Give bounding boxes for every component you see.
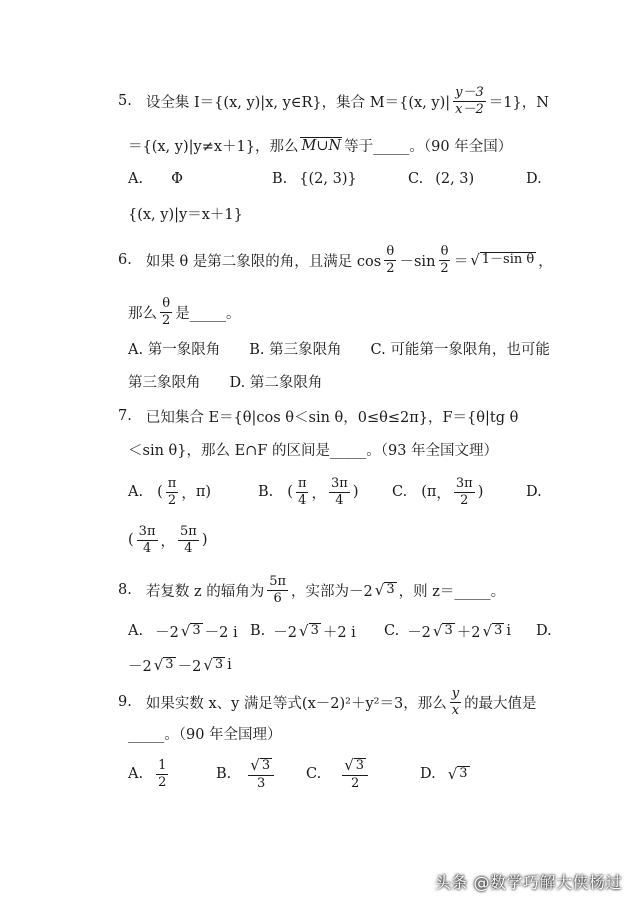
frac-num: 5π bbox=[269, 573, 287, 589]
option-label: A. bbox=[128, 484, 144, 500]
frac-num bbox=[342, 758, 368, 776]
option-label: C. bbox=[408, 171, 424, 187]
frac-den: 4 bbox=[298, 492, 307, 508]
option-value: ＋2 bbox=[456, 624, 481, 641]
frac-den: x bbox=[451, 702, 460, 718]
q7-line2 bbox=[128, 434, 498, 464]
option-label: C. bbox=[392, 484, 408, 500]
q6-text-a: 如果 θ 是第二象限的角，且满足 cos bbox=[145, 253, 382, 270]
option-value: －2 i bbox=[204, 624, 238, 641]
option-value: －2 bbox=[155, 624, 179, 641]
frac-num: y bbox=[451, 685, 460, 701]
q7-option-b: B. ( $\frac{\pi}{4}$ ， $\frac{3\pi}{4}$ ) bbox=[258, 475, 359, 508]
frac-den: 4 bbox=[335, 492, 344, 508]
fraction bbox=[178, 525, 199, 555]
fraction bbox=[248, 758, 274, 791]
sqrt bbox=[181, 623, 203, 638]
sqrt-body: 1－sin θ bbox=[481, 252, 535, 268]
sqrt-radical-icon: √ bbox=[153, 655, 164, 674]
option-label: B. bbox=[216, 766, 232, 782]
fraction bbox=[166, 477, 179, 507]
q6-number: 6. bbox=[118, 252, 132, 268]
q6-line2-b: 是_____。 bbox=[175, 305, 241, 322]
fraction bbox=[156, 759, 168, 789]
q5-frac-num: y－3 bbox=[455, 84, 484, 100]
option-value: ＋2 i bbox=[322, 624, 356, 641]
frac-den: 6 bbox=[273, 590, 282, 606]
sqrt-radical-icon: √ bbox=[482, 621, 493, 640]
option-label: A. bbox=[128, 171, 144, 187]
frac-den: 2 bbox=[162, 312, 171, 328]
q6-frac-1 bbox=[384, 245, 396, 275]
q9-option-a bbox=[128, 752, 171, 796]
q6-options-text: A. 第一象限角 B. 第三象限角 C. 可能第一象限角，也可能 bbox=[128, 341, 550, 358]
q6-line2-a: 那么 bbox=[128, 305, 157, 322]
frac-num: 1 bbox=[158, 757, 167, 773]
q9-number: 9. bbox=[118, 694, 132, 710]
q6-line2 bbox=[128, 292, 241, 332]
option-value: {(x, y)|y＝x＋1} bbox=[128, 206, 243, 223]
q6-comma: ， bbox=[538, 253, 553, 270]
q5-overline: M∪N bbox=[301, 137, 342, 154]
watermark: 头条 @数学巧解大侠杨过 bbox=[434, 873, 622, 892]
q7-text: ＜sin θ}，那么 E∩F 的区间是_____。（93 年全国文理） bbox=[128, 442, 499, 459]
frac-num: θ bbox=[386, 243, 395, 259]
sqrt bbox=[299, 623, 321, 638]
sqrt-body: 3 bbox=[444, 623, 453, 639]
frac-num: π bbox=[167, 475, 177, 491]
option-label: B. bbox=[250, 623, 266, 639]
sqrt-body: 3 bbox=[214, 657, 224, 673]
q8-option-d bbox=[536, 614, 552, 648]
option-value: (2, 3) bbox=[435, 171, 475, 187]
q5-frac-den: x－2 bbox=[455, 101, 484, 117]
sqrt-body: 3 bbox=[355, 757, 365, 773]
q8-text-c: ，则 z＝_____。 bbox=[398, 583, 506, 600]
q6-frac-2 bbox=[438, 245, 450, 275]
frac-num: θ bbox=[440, 243, 449, 259]
sqrt-radical-icon: √ bbox=[250, 756, 260, 774]
frac-num: θ bbox=[162, 295, 171, 311]
frac-den: 4 bbox=[142, 540, 152, 556]
sqrt bbox=[250, 758, 272, 773]
option-value: i bbox=[506, 623, 511, 639]
sqrt-body: 3 bbox=[386, 582, 395, 598]
q6-line1 bbox=[118, 240, 553, 280]
sqrt bbox=[203, 657, 225, 672]
q8-option-c bbox=[384, 614, 511, 648]
sqrt-body: 3 bbox=[310, 623, 319, 639]
frac-num: 3π bbox=[455, 475, 473, 491]
q6-minus-sin: －sin bbox=[399, 253, 436, 270]
q7-text: 已知集合 E＝{θ|cos θ＜sin θ，0≤θ≤2π}，F＝{θ|tg θ bbox=[145, 409, 519, 426]
q5-line1 bbox=[118, 86, 549, 116]
sqrt bbox=[483, 623, 505, 638]
option-value: －2 bbox=[177, 658, 202, 675]
frac-den: 2 bbox=[440, 260, 449, 276]
option-label: D. bbox=[536, 623, 552, 639]
option-value: {(2, 3)} bbox=[299, 171, 357, 187]
q5-option-c bbox=[408, 162, 474, 196]
sqrt bbox=[433, 623, 455, 638]
q5-option-b bbox=[272, 162, 357, 196]
sqrt-radical-icon: √ bbox=[374, 580, 385, 599]
sqrt-radical-icon: √ bbox=[180, 621, 191, 640]
sqrt-radical-icon: √ bbox=[432, 621, 443, 640]
q9-fraction bbox=[450, 687, 461, 717]
q6-equals: ＝ bbox=[453, 253, 469, 270]
frac-den: 2 bbox=[350, 775, 360, 791]
option-label: B. bbox=[272, 171, 288, 187]
q9-option-d bbox=[420, 752, 472, 796]
frac-num: 5π bbox=[180, 523, 197, 539]
q8-text-a: 若复数 z 的辐角为 bbox=[145, 583, 265, 600]
sqrt-radical-icon: √ bbox=[299, 621, 309, 640]
option-value: －2 bbox=[407, 624, 431, 641]
frac-den: 4 bbox=[184, 540, 193, 556]
q7-option-c: C. ( π ， $\frac{3\pi}{2}$ ) bbox=[392, 475, 484, 508]
option-value: π bbox=[426, 484, 437, 500]
option-label: D. bbox=[526, 484, 542, 500]
fraction bbox=[342, 758, 368, 791]
q8-option-d-wrap bbox=[128, 648, 232, 682]
q6-options-line1 bbox=[128, 333, 550, 363]
sqrt-body: 3 bbox=[494, 623, 503, 639]
q7-option-d-wrap: ( $\frac{3\pi}{4}$ ， $\frac{5\pi}{4}$ ) bbox=[128, 523, 208, 556]
q9-option-c bbox=[306, 752, 371, 796]
q5-option-d bbox=[526, 162, 542, 196]
q5-line2-a: ＝{(x, y)|y≠x＋1}，那么 bbox=[128, 138, 299, 155]
q5-text-b: ＝1}，N bbox=[488, 94, 549, 111]
frac-num: 3π bbox=[138, 523, 156, 539]
frac-num: π bbox=[297, 475, 307, 491]
sqrt-radical-icon: √ bbox=[447, 764, 458, 783]
q5-number: 5. bbox=[118, 93, 132, 109]
q8-line1 bbox=[118, 570, 505, 610]
frac-num bbox=[248, 758, 274, 776]
option-value: －2 bbox=[273, 624, 297, 641]
q5-option-d-wrap bbox=[128, 198, 243, 228]
sqrt bbox=[344, 758, 366, 773]
frac-den: 2 bbox=[460, 492, 469, 508]
sqrt bbox=[448, 766, 470, 781]
q6-sqrt bbox=[470, 252, 536, 267]
fraction bbox=[454, 477, 475, 507]
frac-den: 2 bbox=[167, 492, 177, 508]
q9-text-b: 的最大值是 bbox=[464, 695, 537, 712]
q7-number: 7. bbox=[118, 408, 132, 424]
q6-options-text: 第三象限角 D. 第二象限角 bbox=[128, 374, 323, 391]
q7-option-a: A. ( $\frac{\pi}{2}$ ， π ) bbox=[128, 475, 212, 508]
q5-fraction bbox=[453, 86, 486, 116]
option-label: D. bbox=[526, 171, 542, 187]
q5-text-a: 设全集 I＝{(x, y)|x, y∈R}，集合 M＝{(x, y)| bbox=[145, 94, 451, 111]
q8-text-b: ，实部为－2 bbox=[291, 583, 373, 600]
option-label: B. bbox=[258, 484, 274, 500]
option-label: C. bbox=[384, 623, 400, 639]
option-value: i bbox=[227, 657, 232, 673]
q8-sqrt bbox=[375, 582, 397, 597]
q6-options-line2 bbox=[128, 366, 322, 396]
q8-option-a bbox=[128, 614, 238, 648]
sqrt-radical-icon: √ bbox=[203, 655, 213, 674]
sqrt-body: 3 bbox=[165, 657, 174, 673]
q5-line2-b: 等于_____。（90 年全国） bbox=[344, 138, 513, 155]
q9-line2-text: _____。（90 年全国理） bbox=[128, 726, 282, 743]
frac-num: 3π bbox=[330, 475, 348, 491]
option-label: D. bbox=[420, 766, 436, 782]
q5-line2 bbox=[128, 130, 512, 160]
option-label: A. bbox=[128, 766, 144, 782]
q8-fraction bbox=[267, 575, 288, 605]
fraction bbox=[329, 477, 350, 507]
option-value: －2 bbox=[128, 658, 152, 675]
frac-den: 3 bbox=[257, 775, 266, 791]
sqrt-radical-icon: √ bbox=[470, 250, 480, 269]
q7-option-d bbox=[526, 472, 542, 512]
sqrt-body: 3 bbox=[192, 623, 201, 639]
q9-text-a: 如果实数 x、y 满足等式(x－2)²＋y²＝3，那么 bbox=[145, 695, 447, 712]
q5-option-a bbox=[128, 162, 183, 196]
q9-line1 bbox=[118, 682, 537, 722]
option-value: π bbox=[195, 484, 206, 500]
option-label: A. bbox=[128, 623, 144, 639]
sqrt bbox=[154, 657, 176, 672]
q9-option-b bbox=[216, 752, 277, 796]
q9-line2 bbox=[128, 718, 282, 748]
fraction bbox=[296, 477, 309, 507]
sqrt-body: 3 bbox=[261, 757, 271, 773]
option-value: Φ bbox=[171, 171, 183, 187]
fraction bbox=[137, 525, 158, 555]
q6-frac-3 bbox=[160, 297, 172, 327]
frac-den: 2 bbox=[158, 774, 167, 790]
q7-line1 bbox=[118, 401, 518, 431]
q8-number: 8. bbox=[118, 582, 132, 598]
sqrt-radical-icon: √ bbox=[344, 756, 354, 774]
option-label: C. bbox=[306, 766, 322, 782]
sqrt-body: 3 bbox=[459, 766, 468, 782]
q8-option-b bbox=[250, 614, 356, 648]
frac-den: 2 bbox=[386, 260, 395, 276]
